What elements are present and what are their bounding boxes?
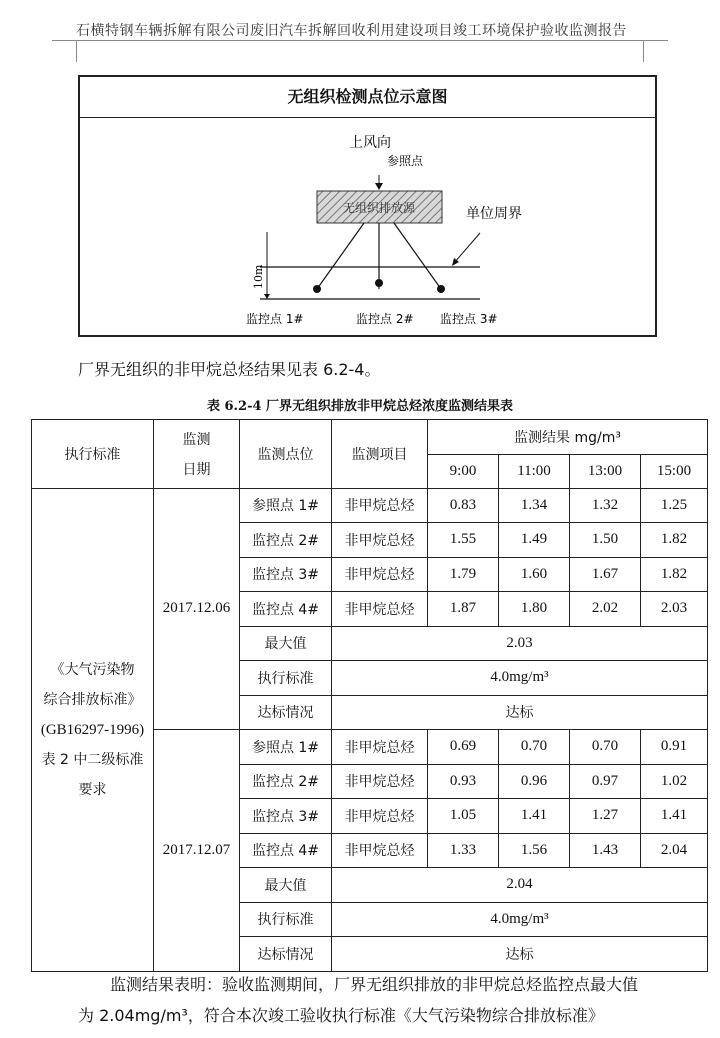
point-cell: 监控点 2# [240, 764, 332, 799]
intro-paragraph: 厂界无组织的非甲烷总烃结果见表 6.2-4。 [78, 360, 381, 379]
std-label-cell: 执行标准 [240, 661, 332, 696]
header-point: 监测点位 [240, 420, 332, 489]
item-cell: 非甲烷总烃 [332, 833, 428, 868]
value-cell: 1.43 [570, 833, 641, 868]
header-corner-left [52, 40, 77, 62]
emission-source-label: 无组织排放源 [342, 201, 416, 215]
value-cell: 1.56 [499, 833, 570, 868]
point-cell: 监控点 4# [240, 833, 332, 868]
value-cell: 0.83 [428, 488, 499, 523]
status-value-cell: 达标 [332, 695, 708, 730]
header-standard: 执行标准 [32, 420, 154, 489]
value-cell: 0.97 [570, 764, 641, 799]
max-label-cell: 最大值 [240, 868, 332, 903]
header-date-line2: 日期 [182, 461, 211, 478]
status-value-cell: 达标 [332, 937, 708, 972]
header-date [154, 420, 240, 489]
date-cell: 2017.12.06 [154, 488, 240, 730]
value-cell: 0.93 [428, 764, 499, 799]
page-header [0, 0, 720, 40]
radial-line-3 [394, 223, 441, 289]
point-cell: 监控点 4# [240, 592, 332, 627]
status-label-cell: 达标情况 [240, 695, 332, 730]
standard-cell [32, 488, 154, 971]
item-cell: 非甲烷总烃 [332, 557, 428, 592]
distance-label: 10m [252, 264, 265, 289]
value-cell: 1.25 [641, 488, 708, 523]
distance-dim-arrow [264, 294, 270, 299]
monitor-point-3-dot [437, 285, 445, 293]
value-cell: 1.49 [499, 523, 570, 558]
item-cell: 非甲烷总烃 [332, 799, 428, 834]
sampling-point-diagram [78, 75, 657, 337]
header-time: 9:00 [428, 454, 499, 488]
value-cell: 1.79 [428, 557, 499, 592]
header-time: 11:00 [499, 454, 570, 488]
value-cell: 0.70 [570, 730, 641, 765]
item-cell: 非甲烷总烃 [332, 488, 428, 523]
monitor-point-1-dot [313, 285, 321, 293]
point-cell: 监控点 3# [240, 799, 332, 834]
diagram-drawing [80, 77, 655, 335]
value-cell: 1.41 [499, 799, 570, 834]
conclusion-line-1: 监测结果表明：验收监测期间，厂界无组织排放的非甲烷总烃监控点最大值 [110, 975, 639, 994]
value-cell: 1.80 [499, 592, 570, 627]
figure-title: 无组织检测点位示意图 [80, 77, 655, 118]
item-cell: 非甲烷总烃 [332, 523, 428, 558]
status-label-cell: 达标情况 [240, 937, 332, 972]
value-cell: 1.02 [641, 764, 708, 799]
value-cell: 0.70 [499, 730, 570, 765]
header-date-line1: 监测 [182, 431, 211, 448]
upwind-label: 上风向 [349, 135, 391, 151]
value-cell: 1.32 [570, 488, 641, 523]
monitor-point-1-label: 监控点 1# [246, 312, 304, 326]
std-value-cell: 4.0mg/m³ [332, 661, 708, 696]
radial-line-1 [317, 223, 364, 289]
value-cell: 1.82 [641, 523, 708, 558]
max-value-cell: 2.03 [332, 626, 708, 661]
header-item: 监测项目 [332, 420, 428, 489]
item-cell: 非甲烷总烃 [332, 730, 428, 765]
boundary-label: 单位周界 [466, 206, 522, 222]
value-cell: 2.03 [641, 592, 708, 627]
monitor-point-2-dot [375, 279, 383, 287]
value-cell: 1.05 [428, 799, 499, 834]
monitor-point-3-label: 监控点 3# [440, 312, 498, 326]
wind-arrow-head [375, 183, 383, 190]
value-cell: 2.04 [641, 833, 708, 868]
standard-line: 《大气污染物 [50, 661, 135, 678]
standard-line: 综合排放标准》 [43, 691, 142, 708]
boundary-pointer [454, 233, 480, 263]
value-cell: 1.82 [641, 557, 708, 592]
value-cell: 1.34 [499, 488, 570, 523]
header-row-1 [32, 420, 708, 455]
header-rule [52, 40, 668, 41]
value-cell: 1.27 [570, 799, 641, 834]
date-cell: 2017.12.07 [154, 730, 240, 972]
standard-line: 表 2 中二级标准 [41, 751, 144, 768]
value-cell: 0.91 [641, 730, 708, 765]
item-cell: 非甲烷总烃 [332, 764, 428, 799]
value-cell: 1.41 [641, 799, 708, 834]
value-cell: 1.50 [570, 523, 641, 558]
point-cell: 监控点 2# [240, 523, 332, 558]
point-cell: 参照点 1# [240, 730, 332, 765]
results-table [31, 419, 708, 972]
standard-line: (GB16297-1996) [40, 721, 145, 738]
value-cell: 0.96 [499, 764, 570, 799]
header-time: 13:00 [570, 454, 641, 488]
header-time: 15:00 [641, 454, 708, 488]
value-cell: 0.69 [428, 730, 499, 765]
value-cell: 1.55 [428, 523, 499, 558]
conclusion-line-2: 为 2.04mg/m³，符合本次竣工验收执行标准《大气污染物综合排放标准》 [78, 1006, 604, 1025]
std-value-cell: 4.0mg/m³ [332, 902, 708, 937]
header-corner-right [643, 40, 668, 62]
point-cell: 监控点 3# [240, 557, 332, 592]
item-cell: 非甲烷总烃 [332, 592, 428, 627]
value-cell: 1.60 [499, 557, 570, 592]
point-cell: 参照点 1# [240, 488, 332, 523]
value-cell: 2.02 [570, 592, 641, 627]
max-value-cell: 2.04 [332, 868, 708, 903]
value-cell: 1.87 [428, 592, 499, 627]
standard-line: 要求 [78, 781, 107, 798]
monitor-point-2-label: 监控点 2# [356, 312, 414, 326]
table-caption: 表 6.2-4 厂界无组织排放非甲烷总烃浓度监测结果表 [206, 399, 514, 414]
value-cell: 1.67 [570, 557, 641, 592]
max-label-cell: 最大值 [240, 626, 332, 661]
table-row [32, 488, 708, 523]
header-title: 石横特钢车辆拆解有限公司废旧汽车拆解回收利用建设项目竣工环境保护验收监测报告 [76, 23, 627, 39]
reference-point-label: 参照点 [387, 154, 424, 168]
header-results: 监测结果 mg/m³ [428, 420, 708, 455]
std-label-cell: 执行标准 [240, 902, 332, 937]
value-cell: 1.33 [428, 833, 499, 868]
